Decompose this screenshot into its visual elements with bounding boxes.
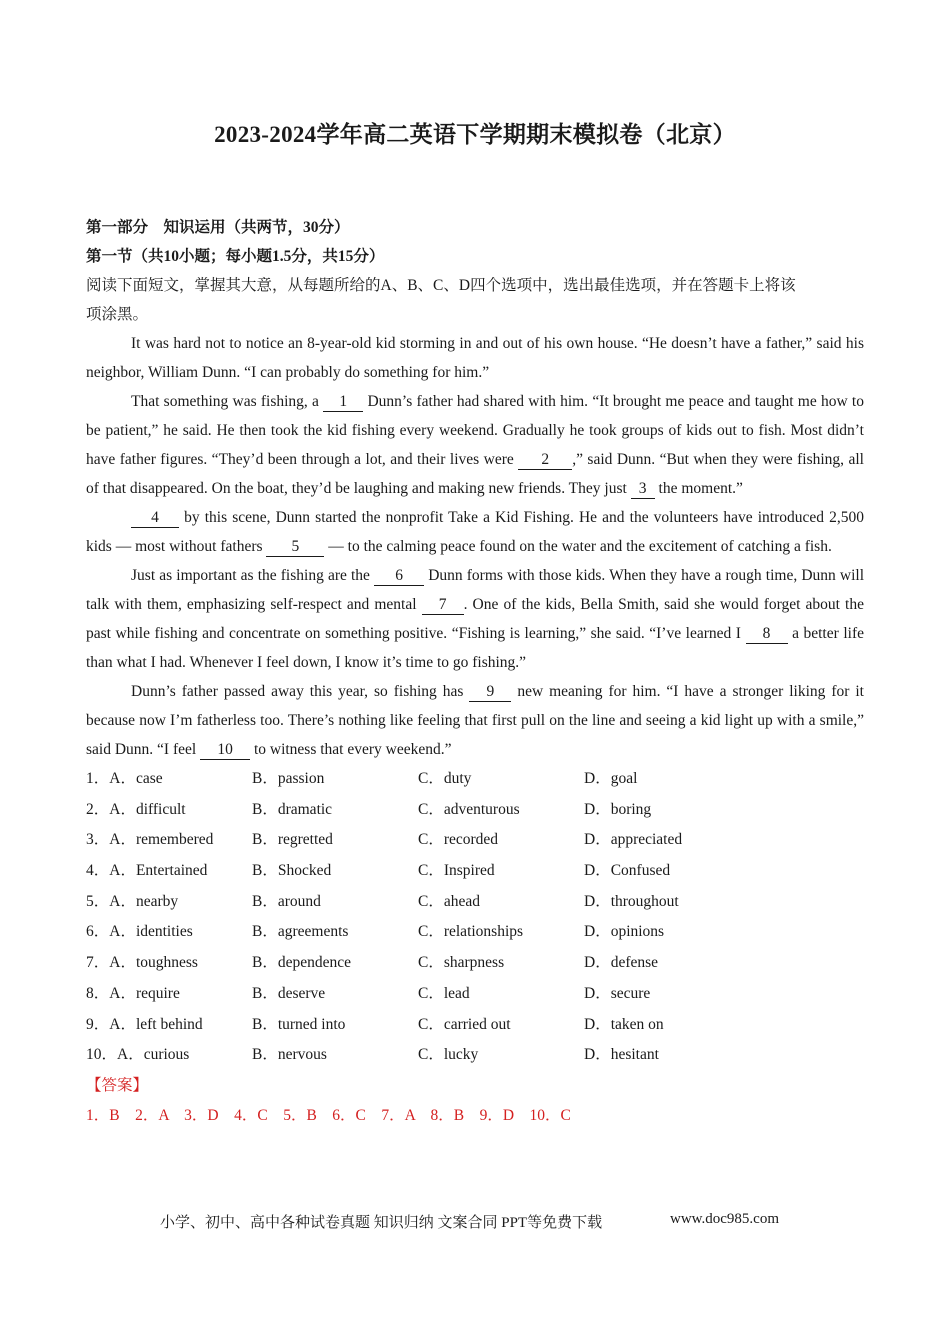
option-a: 9．A．left behind (86, 1015, 203, 1033)
option-c: C．adventurous (418, 800, 520, 818)
passage-text: a better life than what I had. Whenever I feel down, I know it’s time to go fishing.” (86, 625, 864, 671)
passage-paragraph-1 (86, 329, 864, 387)
passage-text: . One of the kids, Bella Smith, said she would forget about the past while fishing and concentrate on something positive. “Fishing is learning,” she said. “I’ve learned I (86, 596, 864, 642)
option-c: C．sharpness (418, 954, 505, 972)
option-b: B．deserve (252, 984, 326, 1002)
option-d: D．boring (584, 800, 652, 818)
part-heading: 第一部分 知识运用（共两节，30分） (86, 219, 350, 236)
question-row-1 (86, 764, 864, 795)
option-d: D．goal (584, 770, 638, 787)
document-title: 2023-2024学年高二英语下学期期末模拟卷（北京） (214, 122, 736, 147)
option-a: 7．A．toughness (86, 954, 198, 972)
passage-text: It was hard not to notice an 8-year-old kid storming in and out of his own house. “He doesn’t have a father,” said his neighbor, William Dunn. “I can probably do something for him.” (86, 335, 864, 381)
instructions-line-1: 阅读下面短文，掌握其大意，从每题所给的A、B、C、D四个选项中，选出最佳选项，并在答题卡上将该 (86, 277, 796, 294)
option-b: B．passion (252, 770, 325, 787)
option-a: 2．A．difficult (86, 800, 186, 818)
option-c: C．lucky (418, 1046, 479, 1064)
option-a: 10．A．curious (86, 1046, 190, 1064)
option-b: B．regretted (252, 831, 333, 849)
option-c: C．Inspired (418, 862, 495, 880)
passage-text: That something was fishing, a (131, 393, 324, 410)
passage-paragraph-3 (86, 503, 864, 561)
option-c: C．duty (418, 770, 472, 787)
options-list (86, 764, 864, 1071)
blank-5: 5 (266, 537, 324, 557)
option-d: D．opinions (584, 923, 665, 941)
option-b: B．around (252, 892, 321, 910)
answer-label: 【答案】 (86, 1076, 149, 1094)
question-row-6 (86, 917, 864, 948)
blank-10: 10 (200, 740, 250, 760)
option-a: 1．A．case (86, 770, 163, 787)
question-row-2 (86, 795, 864, 826)
blank-9: 9 (469, 682, 511, 702)
option-d: D．throughout (584, 892, 679, 910)
option-a: 3．A．remembered (86, 831, 214, 849)
question-row-10 (86, 1040, 864, 1071)
answer-key: 1．B 2．A 3．D 4．C 5．B 6．C 7．A 8．B 9．D 10．C (86, 1106, 571, 1124)
question-row-9 (86, 1010, 864, 1041)
option-c: C．carried out (418, 1015, 511, 1033)
option-b: B．turned into (252, 1015, 346, 1033)
option-a: 6．A．identities (86, 923, 193, 941)
section-heading: 第一节（共10小题；每小题1.5分，共15分） (86, 248, 385, 265)
footer-text: 小学、初中、高中各种试卷真题 知识归纳 文案合同 PPT等免费下载 (160, 1215, 603, 1231)
instructions-line-2: 项涂黑。 (86, 306, 149, 323)
passage-text: new meaning for him. “I have a stronger liking for it because now I’m fatherless too. There’s nothing like feeling that first pull on the line and seeing a kid light up with a smile,” said Dunn. “I feel (86, 683, 864, 758)
option-d: D．appreciated (584, 831, 683, 849)
passage-text: ,” said Dunn. “But when they were fishing, all of that disappeared. On the boat, they’d be laughing and making new friends. They just (86, 451, 864, 497)
option-c: C．relationships (418, 923, 524, 941)
option-c: C．lead (418, 984, 470, 1002)
option-b: B．nervous (252, 1046, 327, 1064)
option-a: 4．A．Entertained (86, 862, 208, 880)
option-c: C．ahead (418, 892, 480, 910)
option-b: B．dependence (252, 954, 351, 972)
option-d: D．taken on (584, 1015, 664, 1033)
passage-text: Just as important as the fishing are the (131, 567, 375, 584)
passage-text: Dunn’s father had shared with him. “It brought me peace and taught me how to be patient,” he said. He then took the kid fishing every weekend. Gradually he took groups of kids out to fish. Most didn’t have father figures. “They’d been through a lot, and their lives were (86, 393, 864, 468)
option-d: D．defense (584, 954, 659, 972)
question-row-8 (86, 979, 864, 1010)
passage-text: by this scene, Dunn started the nonprofit Take a Kid Fishing. He and the volunteers have introduced 2,500 kids — most without fathers (86, 509, 864, 555)
blank-7: 7 (422, 595, 464, 615)
option-c: C．recorded (418, 831, 499, 849)
passage-text: to witness that every weekend.” (250, 741, 452, 758)
question-row-7 (86, 948, 864, 979)
passage-paragraph-4 (86, 561, 864, 677)
blank-2: 2 (518, 450, 572, 470)
blank-6: 6 (374, 566, 424, 586)
question-row-5 (86, 887, 864, 918)
passage-text: Dunn forms with those kids. When they have a rough time, Dunn will talk with them, emphasizing self-respect and mental (86, 567, 865, 613)
passage-text: the moment.” (654, 480, 743, 497)
blank-4: 4 (131, 508, 179, 528)
option-b: B．agreements (252, 923, 349, 941)
question-row-4 (86, 856, 864, 887)
option-b: B．dramatic (252, 800, 333, 818)
option-a: 8．A．require (86, 984, 180, 1002)
option-a: 5．A．nearby (86, 892, 179, 910)
option-d: D．Confused (584, 862, 671, 880)
passage-text: — to the calming peace found on the water and the excitement of catching a fish. (324, 538, 832, 555)
option-b: B．Shocked (252, 862, 332, 880)
blank-8: 8 (746, 624, 788, 644)
footer-url: www.doc985.com (670, 1211, 780, 1227)
passage-text: Dunn’s father passed away this year, so fishing has (131, 683, 470, 700)
passage-paragraph-5 (86, 677, 864, 764)
option-d: D．hesitant (584, 1046, 659, 1064)
document-body (86, 213, 864, 1131)
blank-1: 1 (323, 392, 363, 412)
option-d: D．secure (584, 984, 651, 1002)
page-footer (160, 1211, 800, 1232)
question-row-3 (86, 825, 864, 856)
blank-3: 3 (631, 479, 655, 499)
passage-paragraph-2 (86, 387, 864, 503)
